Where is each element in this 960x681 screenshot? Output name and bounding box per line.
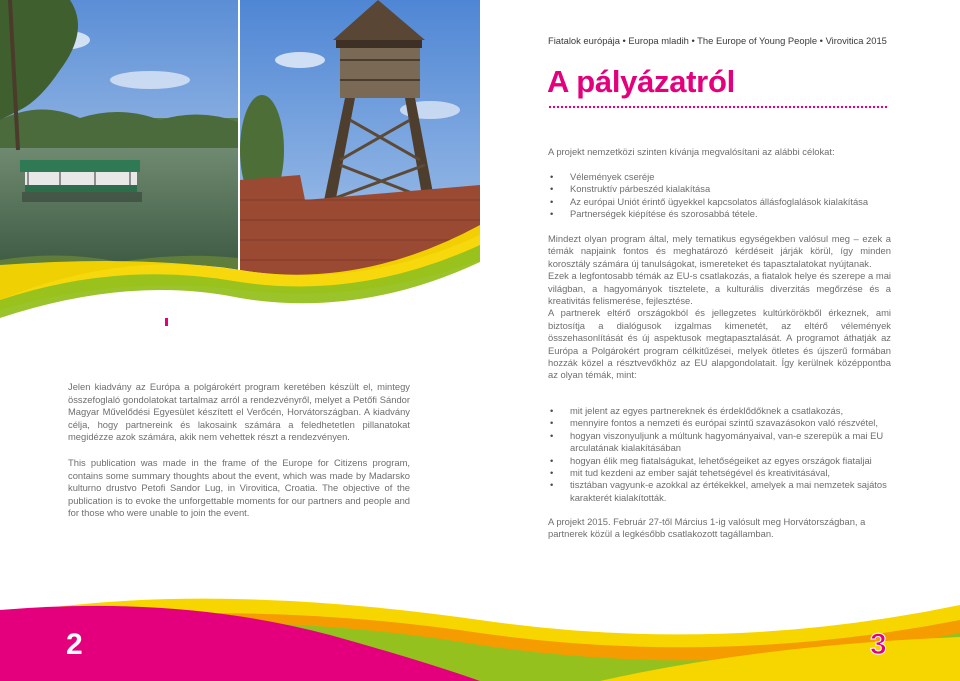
photo-collage-graphic [0, 0, 480, 330]
list-item: • mit jelent az egyes partnereknek és érdeklődőknek a csatlakozás, [548, 405, 891, 417]
paragraph: Ezek a legfontosabb témák az EU-s csatlakozás, a fiatalok helye és szerepe a mai világban, a hagyományok tisztelete, a kulturális diverzitás megőrzése és a kreativitás felismerése, fejlesztése. [548, 270, 891, 307]
page-title: A pályázatról [547, 64, 735, 99]
paragraph: A partnerek eltérő országokból és jellegzetes kultúrkörökből érkeznek, ami biztosítja a dialógusok izgalmas kimenetét, az eltérő vélemények összehasonlítását és új aspektusok megtapasztalását. A programot áthatják az Európa a Polgárokért program célkitűzései, melyek ötletes és újszerű formában hozzák közel a résztvevőkhöz az EU alapgondolatait. Így kerülnek középpontba az olyan témák, mint: [548, 307, 891, 381]
list-item: • hogyan élik meg fiatalságukat, lehetőségeiket az egyes országok fiataljai [548, 455, 891, 467]
list-item: • Az európai Uniót érintő ügyekkel kapcsolatos állásfoglalások kialakítása [548, 196, 891, 208]
intro-paragraph-hungarian: Jelen kiadvány az Európa a polgárokért program keretében készült el, mintegy összefoglaló gondolatokat tartalmaz arról a rendezvényről, melyet a Petőfi Sándor Magyar Művelődési Egyesület készített el Verőcén, Horvátországban. A kiadvány célja, hogy partnereink és lakosaink számára a feledhetetlen pillanatokat megidézze azok számára, akik nem vehettek részt a rendezvényen. [68, 381, 410, 443]
paragraph: Mindezt olyan program által, mely tematikus egységekben valósul meg – ezek a témák napjaink fontos és meghatározó kérdéseit járják körül, így minden korosztály számára új tanulságokat, ismereteket és tapasztalatokat nyújtanak. [548, 233, 891, 269]
closing-paragraph [548, 516, 891, 541]
series-header: Fiatalok európája • Europa mladih • The Europe of Young People • Virovitica 2015 [548, 35, 887, 46]
list-item: • hogyan viszonyuljunk a múltunk hagyományaival, van-e szerepük a mai EU arculatának kialakításában [548, 430, 891, 455]
photo-collage [0, 0, 480, 330]
list-item: • mennyire fontos a nemzeti és európai szintű szavazásokon való részvétel, [548, 417, 891, 429]
title-dotted-rule [548, 105, 888, 110]
list-item: • Konstruktív párbeszéd kialakítása [548, 183, 891, 195]
paragraph: A projekt 2015. Február 27-től Március 1-ig valósult meg Horvátországban, a partnerek közül a legkésőbb csatlakozott tagállamban. [548, 516, 866, 540]
decorative-mark [165, 318, 168, 326]
goals-list [548, 171, 891, 221]
page-number-left: 2 [66, 628, 83, 661]
goals-intro: A projekt nemzetközi szinten kívánja megvalósítani az alábbi célokat: [548, 146, 835, 157]
list-item: • Partnerségek kiépítése és szorosabbá tétele. [548, 208, 891, 220]
intro-paragraph-english: This publication was made in the frame of the Europe for Citizens program, contains some summary thoughts about the event, which was made by Madarsko kulturno drustvo Petofi Sandor Lug, in Virovitica, Croatia. The objective of the publication is to evoke the unforgettable moments for our partners and people and for those who were unable to join the event. [68, 456, 410, 519]
program-description [548, 233, 891, 382]
list-item: • mit tud kezdeni az ember saját tehetségével és kreativitásával, [548, 467, 891, 479]
left-page-body [68, 381, 410, 533]
list-item: • tisztában vagyunk-e azokkal az értékekkel, amelyek a mai nemzetek sajátos karakterét kialakították. [548, 479, 891, 504]
themes-list [548, 405, 891, 504]
bottom-wave-band [0, 575, 960, 681]
list-item: • Vélemények cseréje [548, 171, 891, 183]
page-number-right: 3 [870, 628, 887, 661]
